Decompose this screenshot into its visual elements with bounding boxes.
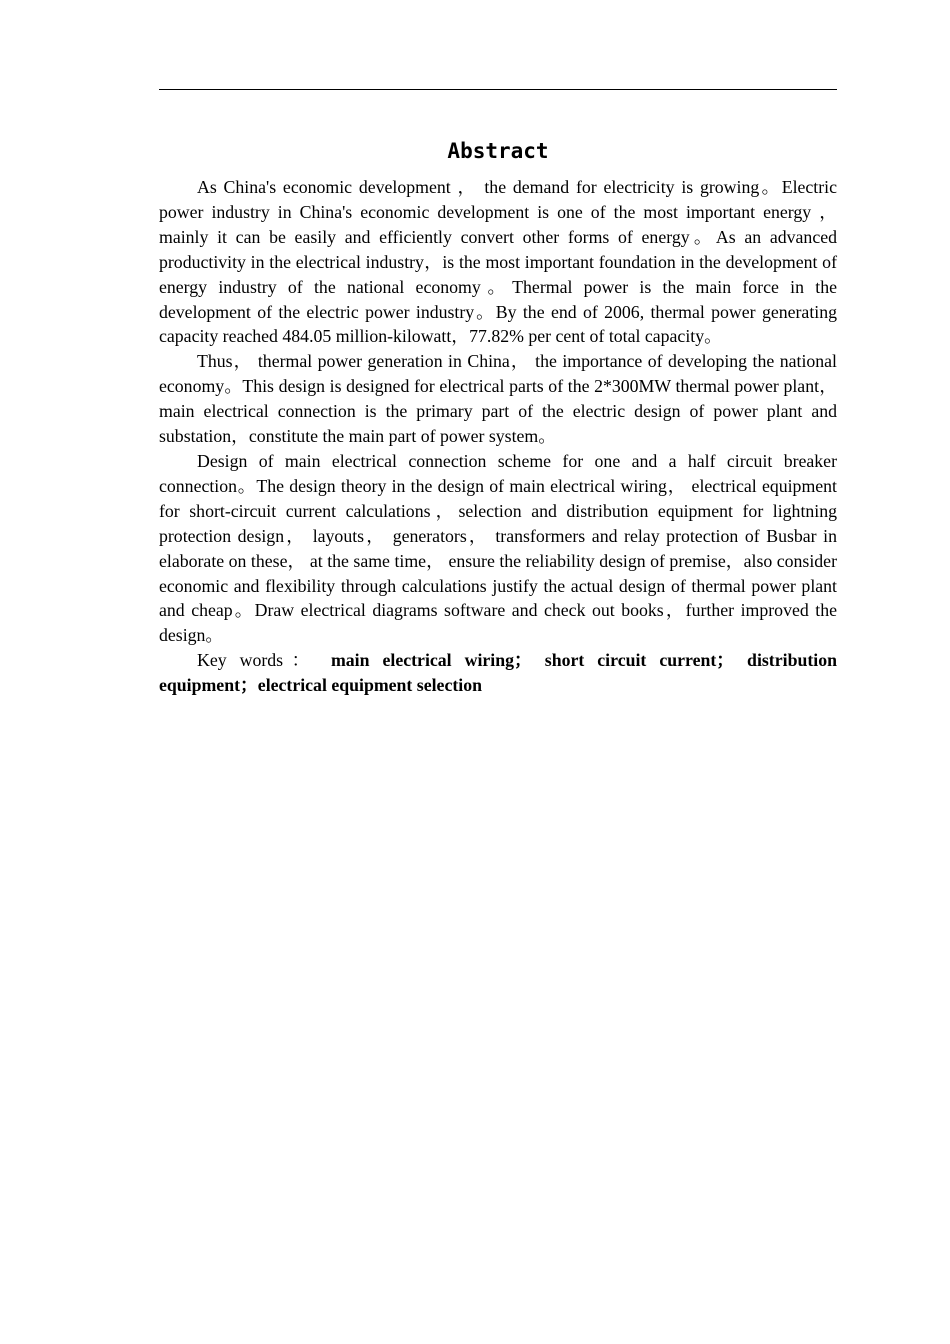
keywords-label: Key words： — [197, 650, 318, 671]
keywords-line — [159, 648, 837, 698]
abstract-body — [159, 175, 837, 698]
abstract-title: Abstract — [447, 139, 549, 163]
abstract-paragraph-1: As China's economic development ， the demand for electricity is growing。Electric power industry in China's economic development is one of the most important energy ， mainly it can be easily and efficiently convert other forms of energy。As an advanced productivity in the electrical industry，is the most important foundation in the development of energy industry of the national economy。Thermal power is the main force in the development of the electric power industry。By the end of 2006, thermal power generating capacity reached 484.05 million-kilowatt，77.82% per cent of total capacity。 — [159, 177, 837, 347]
abstract-paragraph-2: Thus， thermal power generation in China， the importance of developing the national economy。This design is designed for electrical parts of the 2*300MW thermal power plant， main electrical connection is the primary part of the electric design of power plant and substation，constitute the main part of power system。 — [159, 351, 837, 447]
header-rule — [159, 89, 837, 90]
keywords-terms: main electrical wiring； short circuit current； distribution equipment；electrical equipment selection — [159, 650, 837, 696]
abstract-paragraph-3: Design of main electrical connection scheme for one and a half circuit breaker connection。The design theory in the design of main electrical wiring， electrical equipment for short-circuit current calculations，selection and distribution equipment for lightning protection design， layouts， generators， transformers and relay protection of Busbar in elaborate on these， at the same time， ensure the reliability design of premise，also consider economic and flexibility through calculations justify the actual design of thermal power plant and cheap。Draw electrical diagrams software and check out books，further improved the design。 — [159, 450, 837, 646]
